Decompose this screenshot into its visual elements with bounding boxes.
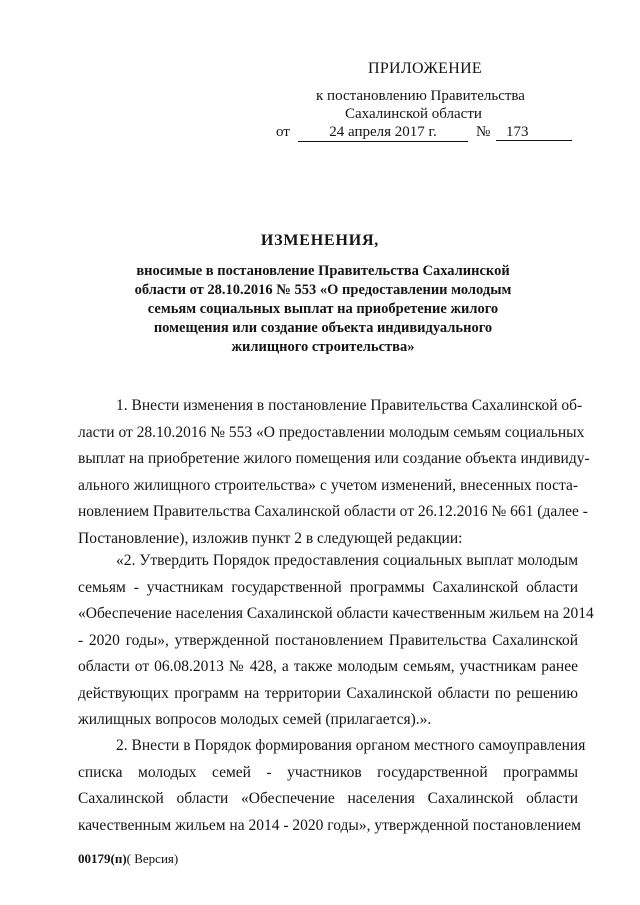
- text-line: новлением Правительства Сахалинской области от 26.12.2016 № 661 (далее -: [78, 503, 588, 520]
- decree-date: 24 апреля 2017 г.: [298, 124, 468, 142]
- text-line: действующих программ на территории Сахалинской области по решению: [78, 684, 578, 702]
- decree-number: 173: [496, 124, 572, 141]
- text-line: ласти от 28.10.2016 № 553 «О предоставлении молодым семьям социальных: [78, 423, 585, 441]
- paragraph-1: [78, 393, 590, 552]
- text-line: Сахалинской области «Обеспечение населения Сахалинской области: [78, 790, 578, 807]
- text-line: списка молодых семей - участников государственной программы: [78, 763, 578, 781]
- text-line: «2. Утвердить Порядок предоставления социальных выплат молодым: [116, 552, 578, 569]
- text-line: выплат на приобретение жилого помещения или создание объекта индивиду-: [78, 450, 590, 467]
- number-sign: №: [476, 124, 491, 140]
- appendix-title: ПРИЛОЖЕНИЕ: [368, 60, 483, 77]
- text-line: качественным жильем на 2014 - 2020 годы», утвержденной постановлением: [78, 816, 581, 834]
- text-line: ального жилищного строительства» с учетом изменений, внесенных поста-: [78, 476, 578, 494]
- appendix-reference-line: к постановлению Правительства: [316, 88, 525, 104]
- subtitle-line: помещения или создание объекта индивидуального: [153, 320, 493, 336]
- subtitle-line: семьям социальных выплат на приобретение жилого: [147, 301, 499, 317]
- document-code-number: 00179(п): [78, 851, 127, 866]
- paragraph-3: [78, 733, 586, 839]
- text-line: «Обеспечение населения Сахалинской области качественным жильем на 2014: [78, 605, 594, 622]
- appendix-region-line: Сахалинской области: [345, 106, 482, 122]
- subtitle-line: области от 28.10.2016 № 553 «О предоставлении молодым: [134, 282, 512, 298]
- document-code: [78, 851, 178, 867]
- text-line: 1. Внести изменения в постановление Правительства Сахалинской об-: [116, 397, 583, 414]
- text-line: 2. Внести в Порядок формирования органом местного самоуправления: [116, 737, 586, 754]
- changes-subtitle: [120, 262, 526, 357]
- appendix-date-row: [276, 124, 576, 142]
- text-line: - 2020 годы», утвержденной постановлением Правительства Сахалинской: [78, 631, 578, 649]
- text-line: семьям - участникам государственной программы Сахалинской области: [78, 578, 578, 596]
- subtitle-line: жилищного строительства»: [231, 339, 415, 355]
- text-line: жилищных вопросов молодых семей (прилагается).».: [78, 711, 432, 728]
- changes-heading: ИЗМЕНЕНИЯ,: [260, 232, 380, 249]
- paragraph-2: [78, 548, 594, 734]
- text-line: области от 06.08.2013 № 428, а также молодым семьям, участникам ранее: [78, 658, 578, 675]
- from-label: от: [276, 124, 290, 140]
- document-version: ( Версия): [126, 851, 179, 866]
- subtitle-line: вносимые в постановление Правительства Сахалинской: [136, 263, 510, 279]
- text-line: Постановление), изложив пункт 2 в следующей редакции:: [78, 529, 463, 547]
